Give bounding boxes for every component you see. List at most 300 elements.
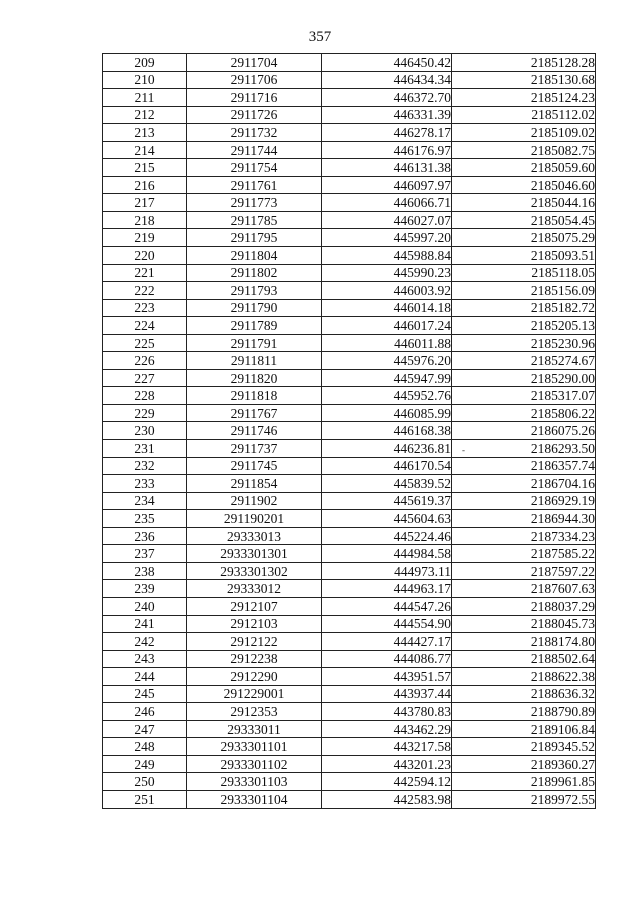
y-coordinate-value: 2185046.60 [530, 177, 595, 193]
point-number-value: 241 [134, 616, 155, 632]
y-coordinate-cell [452, 194, 596, 212]
point-id-value: 2911789 [230, 317, 278, 333]
point-id-cell [187, 650, 322, 668]
point-number-cell [103, 597, 187, 615]
x-coordinate-value: 444547.26 [393, 598, 451, 614]
point-number-cell [103, 755, 187, 773]
point-id-cell [187, 211, 322, 229]
y-coordinate-value: 2188037.29 [530, 598, 595, 614]
x-coordinate-value: 443201.23 [393, 756, 451, 772]
y-coordinate-value: 2188622.38 [530, 668, 595, 684]
table-row [103, 159, 596, 177]
table-row [103, 633, 596, 651]
table-row [103, 615, 596, 633]
x-coordinate-value: 445947.99 [393, 370, 451, 386]
point-number-cell [103, 422, 187, 440]
x-coordinate-cell [322, 492, 452, 510]
point-id-value: 2911754 [230, 160, 278, 176]
point-number-value: 250 [134, 774, 155, 790]
x-coordinate-cell [322, 71, 452, 89]
y-coordinate-value: 2185109.02 [530, 124, 595, 140]
x-coordinate-value: 446176.97 [393, 142, 451, 158]
point-number-value: 215 [134, 160, 155, 176]
y-coordinate-cell [452, 264, 596, 282]
x-coordinate-value: 446011.88 [394, 335, 451, 351]
y-coordinate-cell [452, 703, 596, 721]
point-number-value: 246 [134, 704, 155, 719]
x-coordinate-value: 445619.37 [393, 493, 451, 509]
point-id-value: 2911744 [230, 142, 278, 158]
point-number-cell [103, 404, 187, 422]
y-coordinate-cell [452, 299, 596, 317]
table-row [103, 685, 596, 703]
point-number-cell [103, 790, 187, 808]
point-id-value: 2911854 [230, 475, 278, 491]
x-coordinate-value: 446014.18 [393, 300, 451, 316]
point-id-value: 2911818 [230, 388, 278, 404]
table-row [103, 247, 596, 265]
point-id-value: 2911791 [230, 335, 278, 351]
point-id-cell [187, 282, 322, 300]
point-number-value: 223 [134, 300, 155, 316]
point-number-cell [103, 475, 187, 493]
point-number-value: 244 [134, 668, 155, 684]
point-id-value: 2911704 [230, 54, 278, 70]
x-coordinate-cell [322, 773, 452, 791]
point-number-cell [103, 580, 187, 598]
x-coordinate-value: 442594.12 [393, 774, 451, 790]
x-coordinate-value: 444963.17 [393, 581, 451, 597]
point-id-cell [187, 492, 322, 510]
y-coordinate-value: 2185230.96 [530, 335, 595, 351]
point-id-value: 2911902 [230, 493, 278, 509]
x-coordinate-value: 445976.20 [393, 353, 451, 369]
y-coordinate-cell [452, 755, 596, 773]
y-coordinate-cell [452, 404, 596, 422]
x-coordinate-cell [322, 580, 452, 598]
x-coordinate-value: 446066.71 [393, 195, 451, 211]
x-coordinate-cell [322, 141, 452, 159]
table-row [103, 369, 596, 387]
y-coordinate-cell [452, 790, 596, 808]
point-id-cell [187, 475, 322, 493]
y-coordinate-cell [452, 106, 596, 124]
x-coordinate-value: 444086.77 [393, 651, 451, 667]
x-coordinate-cell [322, 440, 452, 458]
y-coordinate-cell [452, 597, 596, 615]
x-coordinate-cell [322, 247, 452, 265]
x-coordinate-cell [322, 89, 452, 107]
x-coordinate-value: 444984.58 [393, 546, 451, 562]
y-coordinate-cell [452, 317, 596, 335]
coordinates-table [102, 53, 596, 809]
y-coordinate-value: 2185112.02 [531, 107, 595, 123]
x-coordinate-value: 446085.99 [393, 405, 451, 421]
y-coordinate-value: 2185118.05 [531, 265, 595, 281]
y-coordinate-cell [452, 510, 596, 528]
point-id-cell [187, 106, 322, 124]
point-number-cell [103, 510, 187, 528]
x-coordinate-value: 443951.57 [393, 668, 451, 684]
x-coordinate-cell [322, 106, 452, 124]
y-coordinate-cell [452, 369, 596, 387]
y-coordinate-value: 2185130.68 [530, 72, 595, 88]
point-id-value: 291229001 [223, 686, 285, 702]
point-number-value: 227 [134, 370, 155, 386]
point-number-value: 210 [134, 72, 155, 88]
point-number-value: 240 [134, 598, 155, 614]
x-coordinate-cell [322, 650, 452, 668]
point-number-value: 218 [134, 212, 155, 228]
point-number-cell [103, 720, 187, 738]
point-id-cell [187, 562, 322, 580]
point-id-cell [187, 457, 322, 475]
point-id-cell [187, 510, 322, 528]
point-id-cell [187, 668, 322, 686]
y-coordinate-cell [452, 422, 596, 440]
point-id-value: 2911716 [230, 89, 278, 105]
x-coordinate-cell [322, 194, 452, 212]
point-number-cell [103, 738, 187, 756]
y-coordinate-value: 2187334.23 [530, 528, 595, 544]
table-row [103, 720, 596, 738]
point-id-value: 2933301101 [220, 739, 288, 755]
point-id-cell [187, 773, 322, 791]
y-coordinate-value: 2189961.85 [530, 774, 595, 790]
point-id-cell [187, 124, 322, 142]
y-coordinate-cell [452, 580, 596, 598]
point-id-cell [187, 580, 322, 598]
point-id-cell [187, 790, 322, 808]
x-coordinate-cell [322, 124, 452, 142]
point-number-cell [103, 211, 187, 229]
y-coordinate-cell [452, 282, 596, 300]
point-number-value: 247 [134, 721, 155, 737]
x-coordinate-cell [322, 387, 452, 405]
y-coordinate-value: 2185205.13 [530, 317, 595, 333]
x-coordinate-cell [322, 562, 452, 580]
table-row [103, 334, 596, 352]
point-number-cell [103, 264, 187, 282]
point-number-value: 236 [134, 528, 155, 544]
point-id-value: 2912238 [230, 651, 278, 667]
point-number-cell [103, 299, 187, 317]
table-row [103, 440, 596, 458]
y-coordinate-value: 2185124.23 [530, 89, 595, 105]
x-coordinate-cell [322, 211, 452, 229]
point-number-cell [103, 492, 187, 510]
y-coordinate-value: 2185806.22 [530, 405, 595, 421]
x-coordinate-value: 446170.54 [393, 458, 451, 474]
table-row [103, 54, 596, 72]
point-id-value: 2933301103 [220, 774, 288, 790]
point-id-cell [187, 334, 322, 352]
y-coordinate-value: 2185093.51 [530, 247, 595, 263]
x-coordinate-cell [322, 615, 452, 633]
point-id-cell [187, 299, 322, 317]
point-number-value: 228 [134, 388, 155, 404]
point-id-value: 291190201 [223, 510, 285, 526]
y-coordinate-cell [452, 720, 596, 738]
x-coordinate-value: 446278.17 [393, 124, 451, 140]
y-coordinate-cell [452, 141, 596, 159]
point-number-value: 238 [134, 563, 155, 579]
point-number-value: 232 [134, 458, 155, 474]
y-coordinate-cell [452, 685, 596, 703]
y-coordinate-value: 2186075.26 [530, 423, 595, 439]
y-coordinate-cell [452, 773, 596, 791]
point-number-cell [103, 369, 187, 387]
point-id-cell [187, 404, 322, 422]
y-coordinate-cell [452, 247, 596, 265]
point-id-cell [187, 545, 322, 563]
y-coordinate-value: 2185128.28 [530, 54, 595, 70]
point-number-value: 233 [134, 475, 155, 491]
point-id-cell [187, 71, 322, 89]
table-row [103, 457, 596, 475]
point-number-value: 209 [134, 54, 155, 70]
x-coordinate-value: 445952.76 [393, 388, 451, 404]
point-number-cell [103, 141, 187, 159]
x-coordinate-cell [322, 720, 452, 738]
table-row [103, 755, 596, 773]
x-coordinate-cell [322, 229, 452, 247]
point-number-value: 251 [134, 791, 155, 807]
table-row [103, 545, 596, 563]
y-coordinate-value: 2187607.63 [530, 581, 595, 597]
table-row [103, 194, 596, 212]
point-number-value: 221 [134, 265, 155, 281]
y-coordinate-cell [452, 650, 596, 668]
point-number-cell [103, 633, 187, 651]
y-coordinate-cell [452, 615, 596, 633]
point-id-cell [187, 264, 322, 282]
point-number-value: 213 [134, 124, 155, 140]
y-coordinate-cell [452, 352, 596, 370]
y-coordinate-value: 2188502.64 [530, 651, 595, 667]
table-row [103, 668, 596, 686]
table-row [103, 299, 596, 317]
point-number-cell [103, 650, 187, 668]
table-row [103, 703, 596, 721]
point-number-value: 226 [134, 353, 155, 369]
point-number-cell [103, 89, 187, 107]
point-id-value: 2912353 [230, 704, 278, 719]
point-number-cell [103, 159, 187, 177]
point-id-cell [187, 352, 322, 370]
x-coordinate-cell [322, 404, 452, 422]
point-id-value: 2911732 [230, 124, 278, 140]
point-number-value: 217 [134, 195, 155, 211]
point-number-cell [103, 247, 187, 265]
x-coordinate-cell [322, 334, 452, 352]
y-coordinate-value: 2189106.84 [530, 721, 595, 737]
y-coordinate-cell [452, 492, 596, 510]
table-row [103, 106, 596, 124]
point-number-value: 237 [134, 546, 155, 562]
table-row [103, 352, 596, 370]
y-coordinate-value: 2189345.52 [530, 739, 595, 755]
y-coordinate-cell [452, 545, 596, 563]
table-row [103, 773, 596, 791]
table-row [103, 790, 596, 808]
point-number-value: 239 [134, 581, 155, 597]
y-coordinate-cell [452, 457, 596, 475]
point-id-value: 2911795 [230, 230, 278, 246]
point-id-value: 2911811 [230, 353, 278, 369]
table-row [103, 282, 596, 300]
point-id-value: 2911790 [230, 300, 278, 316]
point-number-cell [103, 703, 187, 721]
y-coordinate-value: 2185156.09 [530, 282, 595, 298]
point-id-value: 2933301301 [220, 546, 288, 562]
point-id-cell [187, 738, 322, 756]
x-coordinate-value: 446131.38 [393, 160, 451, 176]
point-number-value: 245 [134, 686, 155, 702]
point-id-cell [187, 247, 322, 265]
table-row [103, 510, 596, 528]
x-coordinate-cell [322, 633, 452, 651]
y-coordinate-cell [452, 527, 596, 545]
point-id-value: 2911767 [230, 405, 278, 421]
y-coordinate-cell [452, 633, 596, 651]
x-coordinate-value: 446434.34 [393, 72, 451, 88]
point-id-cell [187, 615, 322, 633]
point-number-cell [103, 668, 187, 686]
point-id-cell [187, 597, 322, 615]
x-coordinate-cell [322, 755, 452, 773]
point-id-value: 2911804 [230, 247, 278, 263]
x-coordinate-cell [322, 264, 452, 282]
point-id-cell [187, 527, 322, 545]
point-number-cell [103, 352, 187, 370]
y-coordinate-value: 2188636.32 [530, 686, 595, 702]
point-number-value: 249 [134, 756, 155, 772]
y-coordinate-value: 2188045.73 [530, 616, 595, 632]
x-coordinate-value: 446168.38 [393, 423, 451, 439]
point-id-value: 2911737 [230, 440, 278, 456]
point-number-value: 224 [134, 317, 155, 333]
y-coordinate-value: 2185044.16 [530, 195, 595, 211]
table-row [103, 211, 596, 229]
y-coordinate-value: 2185317.07 [530, 388, 595, 404]
table-row [103, 527, 596, 545]
point-id-cell [187, 159, 322, 177]
point-number-value: 229 [134, 405, 155, 421]
y-coordinate-cell [452, 440, 596, 458]
point-id-cell [187, 194, 322, 212]
point-id-cell [187, 422, 322, 440]
point-number-cell [103, 229, 187, 247]
x-coordinate-value: 445224.46 [393, 528, 451, 544]
x-coordinate-cell [322, 282, 452, 300]
y-coordinate-cell [452, 738, 596, 756]
x-coordinate-value: 445997.20 [393, 230, 451, 246]
y-coordinate-cell [452, 387, 596, 405]
table-row [103, 597, 596, 615]
y-coordinate-value: 2185082.75 [530, 142, 595, 158]
point-number-value: 216 [134, 177, 155, 193]
point-number-value: 235 [134, 510, 155, 526]
y-coordinate-cell [452, 668, 596, 686]
y-coordinate-cell [452, 334, 596, 352]
point-id-cell [187, 440, 322, 458]
y-coordinate-cell [452, 475, 596, 493]
point-number-value: 231 [134, 440, 155, 456]
point-id-cell [187, 317, 322, 335]
point-number-value: 243 [134, 651, 155, 667]
x-coordinate-cell [322, 299, 452, 317]
table-row [103, 141, 596, 159]
x-coordinate-value: 446017.24 [393, 317, 451, 333]
table-row [103, 404, 596, 422]
x-coordinate-value: 446372.70 [393, 89, 451, 105]
point-id-value: 2912122 [230, 633, 278, 649]
x-coordinate-value: 445839.52 [393, 475, 451, 491]
table-row [103, 580, 596, 598]
x-coordinate-value: 446450.42 [393, 54, 451, 70]
point-id-value: 2933301302 [220, 563, 288, 579]
point-id-value: 2912107 [230, 598, 278, 614]
y-coordinate-value: 2186929.19 [530, 493, 595, 509]
x-coordinate-cell [322, 510, 452, 528]
table-row [103, 422, 596, 440]
point-number-cell [103, 457, 187, 475]
point-number-value: 222 [134, 282, 155, 298]
point-number-value: 219 [134, 230, 155, 246]
y-coordinate-value: 2186704.16 [530, 475, 595, 491]
x-coordinate-value: 444427.17 [393, 633, 451, 649]
point-id-value: 2911802 [230, 265, 278, 281]
point-id-value: 2911726 [230, 107, 278, 123]
y-coordinate-value: 2189360.27 [530, 756, 595, 772]
x-coordinate-value: 444973.11 [394, 563, 451, 579]
point-number-cell [103, 282, 187, 300]
y-coordinate-cell [452, 124, 596, 142]
point-id-cell [187, 720, 322, 738]
point-number-cell [103, 562, 187, 580]
x-coordinate-value: 445988.84 [393, 247, 451, 263]
point-id-value: 2911746 [230, 423, 278, 439]
point-number-cell [103, 387, 187, 405]
y-coordinate-cell [452, 211, 596, 229]
y-coordinate-cell [452, 71, 596, 89]
table-row [103, 71, 596, 89]
point-id-value: 2911745 [230, 458, 278, 474]
x-coordinate-cell [322, 703, 452, 721]
point-id-value: 2911793 [230, 282, 278, 298]
x-coordinate-value: 446097.97 [393, 177, 451, 193]
point-id-value: 2911785 [230, 212, 278, 228]
point-number-value: 214 [134, 142, 155, 158]
y-coordinate-value: 2185182.72 [530, 300, 595, 316]
point-number-cell [103, 440, 187, 458]
point-number-value: 242 [134, 633, 155, 649]
point-number-cell [103, 773, 187, 791]
x-coordinate-value: 444554.90 [393, 616, 451, 632]
y-coordinate-value: 2186944.30 [530, 510, 595, 526]
point-id-value: 2911706 [230, 72, 278, 88]
point-number-cell [103, 527, 187, 545]
x-coordinate-cell [322, 317, 452, 335]
point-id-cell [187, 633, 322, 651]
point-number-value: 248 [134, 739, 155, 755]
point-id-cell [187, 387, 322, 405]
point-id-value: 29333012 [227, 581, 281, 597]
table-row [103, 738, 596, 756]
coordinates-table-body [103, 54, 596, 809]
point-number-cell [103, 176, 187, 194]
